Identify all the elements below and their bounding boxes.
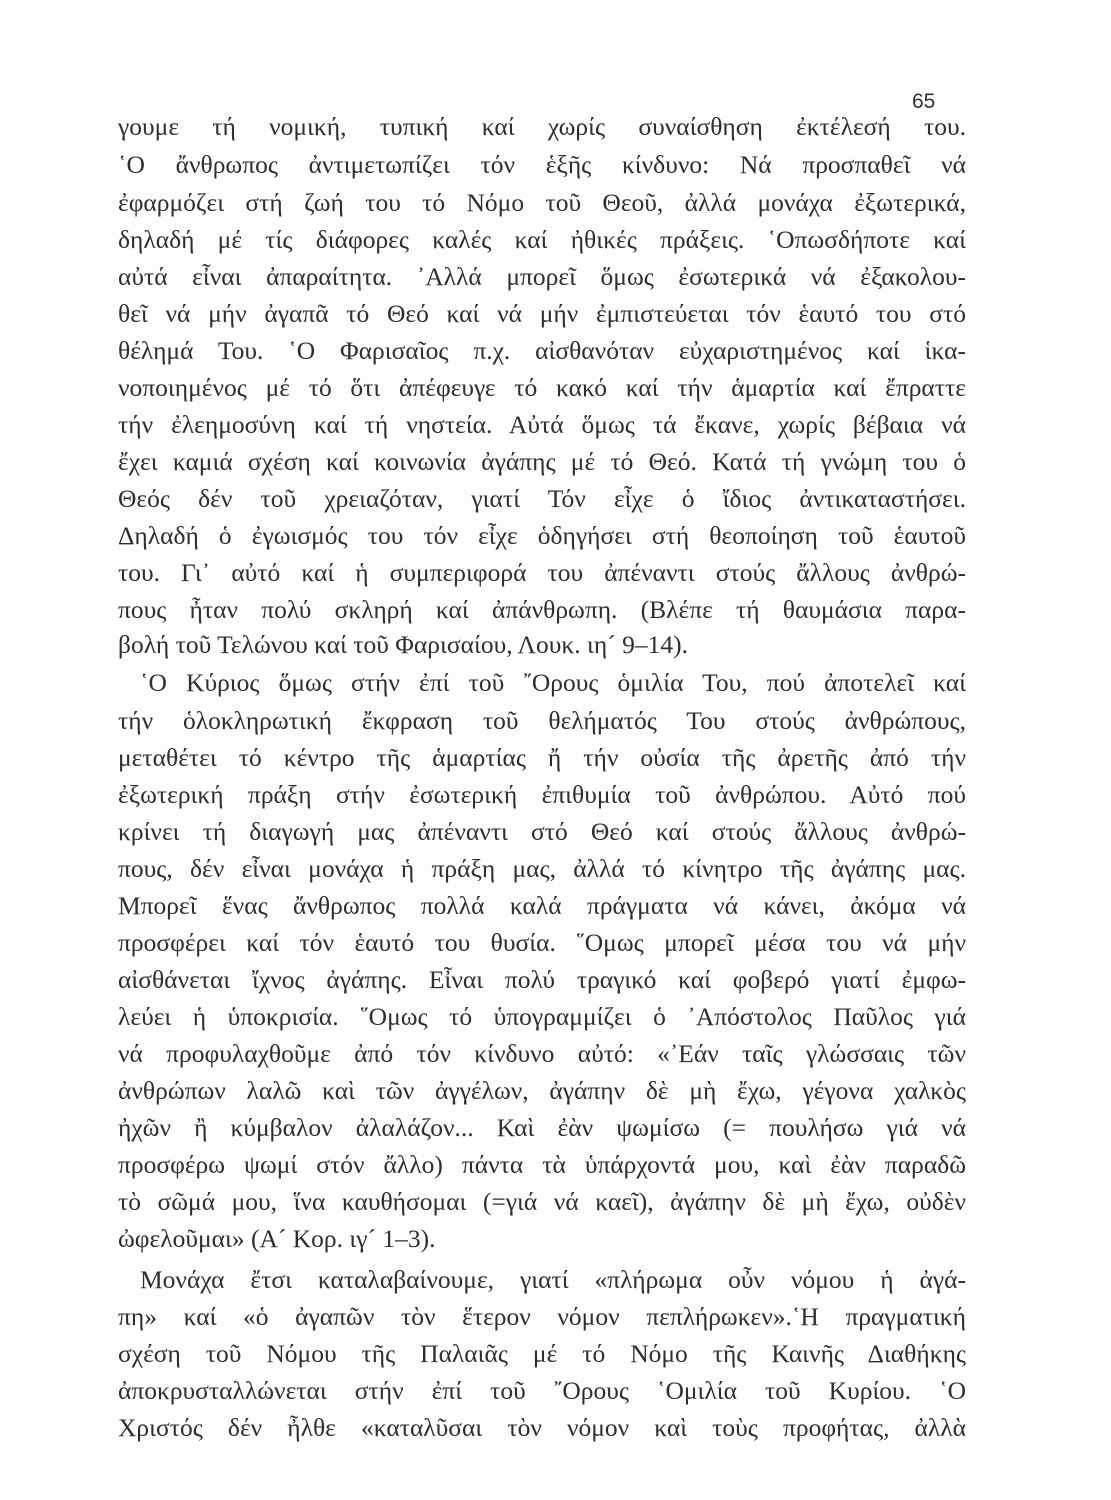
text-line: Χριστός δέν ἦλθε «καταλῦσαι τὸν νόμον καὶ τοὺς προφήτας, ἀλλὰ xyxy=(118,1413,966,1442)
text-line: ὠφελοῦμαι» (Α´ Κορ. ιγ´ 1–3). xyxy=(118,1224,436,1253)
page-number: 65 xyxy=(912,90,936,113)
text-line: ἐφαρμόζει στή ζωή του τό Νόμο τοῦ Θεοῦ, ἀλλά μονάχα ἐξωτερικά, xyxy=(118,188,966,217)
text-line: προσφέρω ψωμί στόν ἄλλο) πάντα τὰ ὑπάρχοντά μου, καὶ ἐὰν παραδῶ xyxy=(118,1150,966,1179)
text-line: του. Γι᾿ αὐτό καί ἡ συμπεριφορά του ἀπέναντι στούς ἄλλους ἀνθρώ- xyxy=(118,558,966,587)
text-line: δηλαδή μέ τίς διάφορες καλές καί ἠθικές πράξεις. ῾Οπωσδήποτε καί xyxy=(118,225,966,254)
text-line: τήν ἐλεημοσύνη καί τή νηστεία. Αὐτά ὅμως τά ἔκανε, χωρίς βέβαια νά xyxy=(118,410,966,439)
text-line: Μπορεῖ ἕνας ἄνθρωπος πολλά καλά πράγματα νά κάνει, ἀκόμα νά xyxy=(118,891,966,920)
text-line: ῾Ο ἄνθρωπος ἀντιμετωπίζει τόν ἑξῆς κίνδυνο: Νά προσπαθεῖ νά xyxy=(118,150,966,179)
text-line: αἰσθάνεται ἴχνος ἀγάπης. Εἶναι πολύ τραγικό καί φοβερό γιατί ἐμφω- xyxy=(118,965,966,994)
text-line: ἠχῶν ἢ κύμβαλον ἀλαλάζον... Καὶ ἐὰν ψωμίσω (= πουλήσω γιά νά xyxy=(118,1113,966,1142)
text-line: μεταθέτει τό κέντρο τῆς ἁμαρτίας ἤ τήν οὐσία τῆς ἀρετῆς ἀπό τήν xyxy=(118,743,966,772)
text-line: θέλημά Του. ῾Ο Φαρισαῖος π.χ. αἰσθανόταν εὐχαριστημένος καί ἱκα- xyxy=(118,336,966,365)
text-line: κρίνει τή διαγωγή μας ἀπέναντι στό Θεό καί στούς ἄλλους ἀνθρώ- xyxy=(118,817,966,846)
text-line: νοποιημένος μέ τό ὅτι ἀπέφευγε τό κακό καί τήν ἁμαρτία καί ἔπραττε xyxy=(118,373,966,402)
text-line: Δηλαδή ὁ ἐγωισμός του τόν εἶχε ὁδηγήσει στή θεοποίηση τοῦ ἑαυτοῦ xyxy=(118,521,966,550)
text-line: λεύει ἡ ὑποκρισία. ῞Ομως τό ὑπογραμμίζει ὁ ᾿Απόστολος Παῦλος γιά xyxy=(118,1002,966,1031)
text-line: ῾Ο Κύριος ὅμως στήν ἐπί τοῦ ῎Ορους ὁμιλία Του, πού ἀποτελεῖ καί xyxy=(140,668,966,697)
text-line: γουμε τή νομική, τυπική καί χωρίς συναίσθηση ἐκτέλεσή του. xyxy=(118,112,966,141)
text-line: πη» καί «ὁ ἀγαπῶν τὸν ἕτερον νόμον πεπλήρωκεν».῾Η πραγματική xyxy=(118,1302,966,1331)
text-line: τήν ὁλοκληρωτική ἔκφραση τοῦ θελήματός Του στούς ἀνθρώπους, xyxy=(118,706,966,735)
text-line: ἀνθρώπων λαλῶ καὶ τῶν ἀγγέλων, ἀγάπην δὲ μὴ ἔχω, γέγονα χαλκὸς xyxy=(118,1076,966,1105)
text-line: Μονάχα ἔτσι καταλαβαίνουμε, γιατί «πλήρωμα οὖν νόμου ἡ ἀγά- xyxy=(140,1265,966,1294)
text-line: θεῖ νά μήν ἀγαπᾶ τό Θεό καί νά μήν ἐμπιστεύεται τόν ἑαυτό του στό xyxy=(118,299,966,328)
text-line: αὐτά εἶναι ἀπαραίτητα. ᾿Αλλά μπορεῖ ὅμως ἐσωτερικά νά ἐξακολου- xyxy=(118,262,966,291)
text-line: νά προφυλαχθοῦμε ἀπό τόν κίνδυνο αὐτό: «᾿Εάν ταῖς γλώσσαις τῶν xyxy=(118,1039,966,1068)
text-line: προσφέρει καί τόν ἑαυτό του θυσία. ῞Ομως μπορεῖ μέσα του νά μήν xyxy=(118,928,966,957)
text-line: ἀποκρυσταλλώνεται στήν ἐπί τοῦ ῎Ορους ῾Ομιλία τοῦ Κυρίου. ῾Ο xyxy=(118,1376,966,1405)
text-line: ἔχει καμιά σχέση καί κοινωνία ἀγάπης μέ τό Θεό. Κατά τή γνώμη του ὁ xyxy=(118,447,966,476)
text-line: Θεός δέν τοῦ χρειαζόταν, γιατί Τόν εἶχε ὁ ἴδιος ἀντικαταστήσει. xyxy=(118,484,966,513)
text-line: σχέση τοῦ Νόμου τῆς Παλαιᾶς μέ τό Νόμο τῆς Καινῆς Διαθήκης xyxy=(118,1339,966,1368)
text-line: πους, δέν εἶναι μονάχα ἡ πράξη μας, ἀλλά τό κίνητρο τῆς ἀγάπης μας. xyxy=(118,854,966,883)
text-line: βολή τοῦ Τελώνου καί τοῦ Φαρισαίου, Λουκ. ιη´ 9–14). xyxy=(118,630,688,659)
text-line: τὸ σῶμά μου, ἵνα καυθήσομαι (=γιά νά καεῖ), ἀγάπην δὲ μὴ ἔχω, οὐδὲν xyxy=(118,1187,966,1216)
text-line: ἐξωτερική πράξη στήν ἐσωτερική ἐπιθυμία τοῦ ἀνθρώπου. Αὐτό πού xyxy=(118,780,966,809)
text-line: πους ἦταν πολύ σκληρή καί ἀπάνθρωπη. (Βλέπε τή θαυμάσια παρα- xyxy=(118,595,966,624)
